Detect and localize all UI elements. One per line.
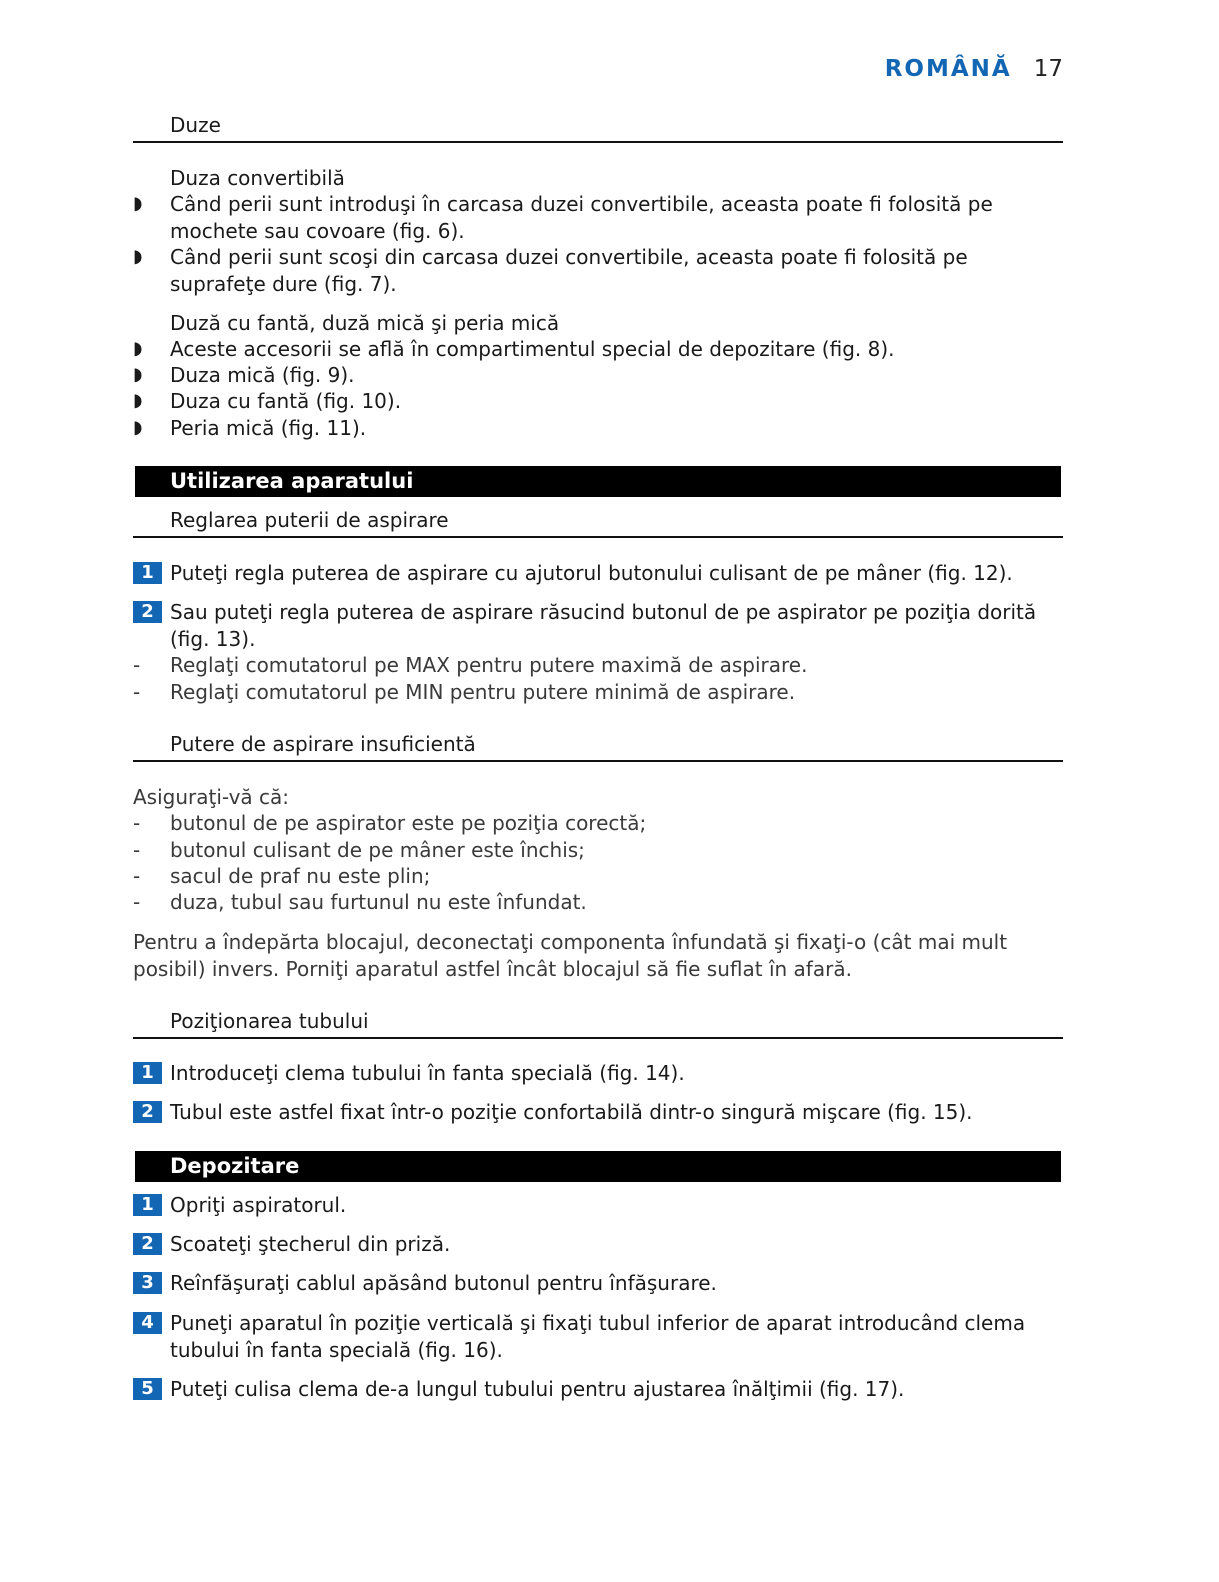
- step-number-badge: 3: [133, 1272, 162, 1294]
- step-text: Puteţi regla puterea de aspirare cu ajutorul butonului culisant de pe mâner (fig. 12).: [170, 561, 1013, 585]
- paragraph: Pentru a îndepărta blocajul, deconectaţi componenta înfundată şi fixaţi-o (cât mai mult posibil) invers. Porniţi aparatul astfel încât blocajul să fie suflat în afară.: [133, 930, 1008, 981]
- section-divider: [133, 760, 1063, 762]
- dash-item: duza, tubul sau furtunul nu este înfundat.: [170, 890, 587, 914]
- step-text: Introduceţi clema tubului în fanta specială (fig. 14).: [170, 1061, 685, 1085]
- section-divider: [133, 1037, 1063, 1039]
- section-title-tube: Poziţionarea tubului: [170, 1009, 369, 1033]
- step-number-badge: 1: [133, 562, 162, 584]
- dash-item: sacul de praf nu este plin;: [170, 864, 431, 888]
- intro-text: Asiguraţi-vă că:: [133, 785, 290, 809]
- bullet-icon: ◗: [133, 390, 143, 411]
- step-text: Scoateţi ştecherul din priză.: [170, 1232, 451, 1256]
- step-number-badge: 1: [133, 1062, 162, 1084]
- section-title-suction: Reglarea puterii de aspirare: [170, 508, 449, 532]
- dash-marker: -: [133, 838, 141, 862]
- step-number-badge: 2: [133, 601, 162, 623]
- step-text: Puteţi culisa clema de-a lungul tubului pentru ajustarea înălţimii (fig. 17).: [170, 1377, 905, 1401]
- bullet-icon: ◗: [133, 338, 143, 359]
- language-label: ROMÂNĂ: [884, 56, 1012, 82]
- step-number-badge: 2: [133, 1233, 162, 1255]
- dash-item: butonul de pe aspirator este pe poziţia corectă;: [170, 811, 647, 835]
- bullet-icon: ◗: [133, 364, 143, 385]
- step-text: Puneţi aparatul în poziţie verticală şi fixaţi tubul inferior de aparat introducând clema tubului în fanta specială (fig. 16).: [170, 1311, 1026, 1362]
- section-band-title: Depozitare: [170, 1154, 300, 1178]
- bullet-icon: ◗: [133, 246, 143, 267]
- bullet-icon: ◗: [133, 417, 143, 438]
- bullet-icon: ◗: [133, 193, 143, 214]
- section-band-storage: [135, 1151, 1061, 1182]
- dash-marker: -: [133, 811, 141, 835]
- bullet-item: Duza cu fantă (fig. 10).: [170, 389, 402, 413]
- step-text: Tubul este astfel fixat într-o poziţie confortabilă dintr-o singură mişcare (fig. 15).: [170, 1100, 973, 1124]
- step-number-badge: 5: [133, 1378, 162, 1400]
- bullet-item: Peria mică (fig. 11).: [170, 416, 367, 440]
- dash-marker: -: [133, 864, 141, 888]
- dash-item: Reglaţi comutatorul pe MAX pentru putere maximă de aspirare.: [170, 653, 808, 677]
- page-number: 17: [1033, 56, 1063, 82]
- dash-marker: -: [133, 680, 141, 704]
- step-number-badge: 4: [133, 1312, 162, 1334]
- dash-marker: -: [133, 653, 141, 677]
- dash-item: butonul culisant de pe mâner este închis;: [170, 838, 585, 862]
- section-band-title: Utilizarea aparatului: [170, 469, 414, 493]
- step-text: Sau puteţi regla puterea de aspirare răsucind butonul de pe aspirator pe poziţia dorită (fig. 13).: [170, 600, 1037, 651]
- step-text: Reînfăşuraţi cablul apăsând butonul pentru înfăşurare.: [170, 1271, 717, 1295]
- subsection-title-convertible: Duza convertibilă: [170, 166, 345, 190]
- step-number-badge: 1: [133, 1194, 162, 1216]
- section-divider: [133, 141, 1063, 143]
- section-band-usage: [135, 466, 1061, 497]
- dash-item: Reglaţi comutatorul pe MIN pentru putere minimă de aspirare.: [170, 680, 796, 704]
- bullet-item: Când perii sunt scoşi din carcasa duzei convertibile, aceasta poate fi folosită pe suprafeţe dure (fig. 7).: [170, 245, 968, 296]
- bullet-item: Duza mică (fig. 9).: [170, 363, 355, 387]
- step-text: Opriţi aspiratorul.: [170, 1193, 347, 1217]
- section-title-nozzles: Duze: [170, 113, 221, 137]
- page-header: [885, 56, 1063, 82]
- section-divider: [133, 536, 1063, 538]
- bullet-item: Când perii sunt introduşi în carcasa duzei convertibile, aceasta poate fi folosită pe mochete sau covoare (fig. 6).: [170, 192, 993, 243]
- bullet-item: Aceste accesorii se află în compartimentul special de depozitare (fig. 8).: [170, 337, 895, 361]
- step-number-badge: 2: [133, 1101, 162, 1123]
- dash-marker: -: [133, 890, 141, 914]
- subsection-title-small-nozzles: Duză cu fantă, duză mică şi peria mică: [170, 311, 560, 335]
- section-title-insufficient: Putere de aspirare insuficientă: [170, 732, 476, 756]
